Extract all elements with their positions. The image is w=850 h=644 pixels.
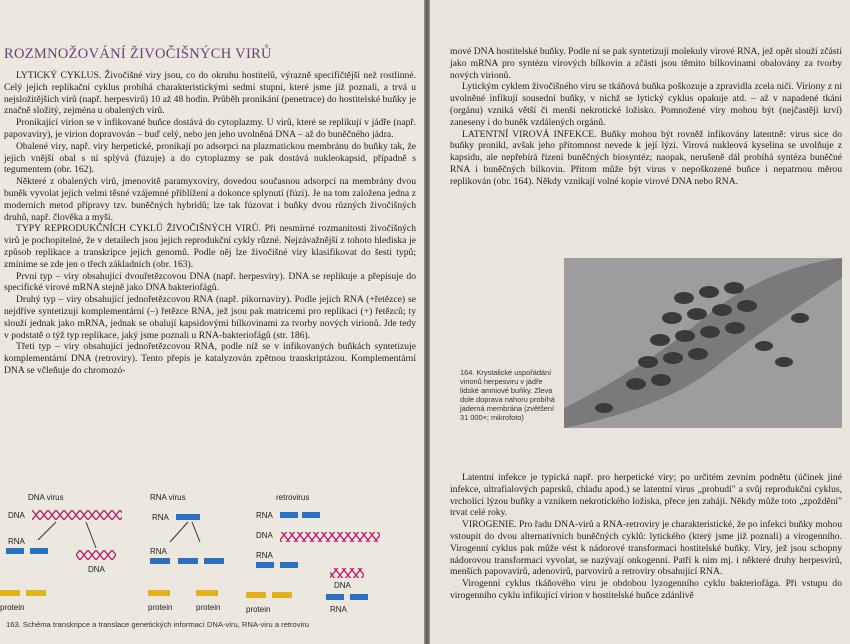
protein-bar-1a (0, 590, 20, 596)
rna-bar-2c (178, 558, 198, 564)
rna-label-1: RNA (8, 537, 25, 546)
rna-bar-2d (204, 558, 224, 564)
dna-label-3: DNA (256, 531, 273, 540)
paragraph-lytic-damage: Lytickým cyklem živočišného viru se tkáňová buňka poškozuje a zpravidla zcela ničí. Viriony z ní uvolněné infikují sousední buňky, v nichž se lytický cyklus opakuje atd. – až v napadené tkáni (orgánu) vzniká větší či menší nekrotické ložisko. Pomnožené viry mohou být (nejčastěji krví) zaneseny i do buněk vzdálených orgánů. (450, 81, 842, 128)
rna-label-3b: RNA (256, 551, 273, 560)
protein-bar-2b (196, 590, 218, 596)
rna-label-3: RNA (256, 511, 273, 520)
paragraph-virogenic-cycle: Virogenní cyklus tkáňového viru je obdobou lyzogenního cyklu bakteriofága. Při vstupu do virogenního cyklu infikující virion v hostitelské buňce zdánlivě (450, 578, 842, 601)
arrow-2 (86, 522, 96, 548)
paragraph-penetration: Pronikající virion se v infikované buňce dostává do cytoplazmy. U virů, které se replikují v jádře (např. papovaviry), je virion dopravován – buď celý, nebo jen jeho uvolněná DNA – až do buněčného jádra. (4, 117, 416, 140)
rna-bar-1a (6, 548, 24, 554)
paragraph-latent: LATENTNÍ VIROVÁ INFEKCE. Buňky mohou být rovněž infikovány latentně: virus sice do buňky pronikl, avšak jeho přítomnost nevede k její lýzi. Virová nukleová kyselina se uvolňuje z kapsidu, ale nepřebírá řízení buněčných biosyntéz; naopak, nerušeně dál probíhá syntéza buněčné RNA i buněčných bílkovin. Přitom může být virus v nepoškozené buňce i nepatrnou měrou replikován (obr. 164). Někdy vznikají volné kopie virové DNA nebo RNA. (450, 128, 842, 187)
rna-bar-3a (280, 512, 298, 518)
figure-163-caption: 163. Schéma transkripce a translace genetických informací DNA-viru, RNA-viru a retroviru (6, 620, 310, 629)
rna-label-2b: RNA (150, 547, 167, 556)
protein-bar-2a (148, 590, 170, 596)
dna-label-3b: DNA (334, 581, 351, 590)
right-page (430, 0, 850, 644)
right-top-text (450, 46, 842, 188)
col3-title: retrovirus (276, 493, 310, 502)
paragraph-virogeny: VIROGENIE. Pro řadu DNA-virů a RNA-retroviry je charakteristické, že po infekci buňky mohou vstoupit do dvou alternativních buněčných cyklů: lytického (který jsme již poznali) a virogenního. Virogenní cyklus pak může vést k nádorové transformaci hostitelské buňky. Viry, jež jsou schopny nádorovou transformaci vyvolat, se nazývají onkogenní. Patří k nim mj. i některé druhy herpesvirů, menších papovavirů, adenovirů, parvovirů a retroviry obsahující RNA. (450, 519, 842, 578)
arrow-4 (192, 522, 200, 542)
dna-helix-1b (76, 550, 116, 560)
rna-bar-3f (350, 594, 368, 600)
rna-bar-2b (150, 558, 170, 564)
protein-bar-3a (246, 592, 266, 598)
rna-bar-3e (326, 594, 344, 600)
rna-label-2: RNA (152, 513, 169, 522)
chapter-title: ROZMNOŽOVÁNÍ ŽIVOČIŠNÝCH VIRŮ (4, 46, 272, 62)
replication-diagram (0, 490, 424, 620)
rna-bar-3b (302, 512, 320, 518)
protein-bar-3b (272, 592, 292, 598)
arrow-3 (170, 522, 188, 542)
rna-bar-3d (280, 562, 298, 568)
protein-label-3: protein (246, 605, 271, 614)
protein-bar-1b (26, 590, 46, 596)
col2-title: RNA virus (150, 493, 186, 502)
right-bottom-text (450, 472, 842, 602)
paragraph-enveloped: Obalené viry, např. viry herpetické, pronikají po adsorpci na plazmatickou membránu do buňky tak, že jejich vnější obal s ní splývá (fúzuje) a do cytoplazmy se pak dostává nukleokapsid, případně s tegumentem (obr. 162). (4, 140, 416, 176)
dna-helix-3b (330, 568, 364, 578)
dna-label-1b: DNA (88, 565, 105, 574)
paragraph-latent-herpes: Latentní infekce je typická např. pro herpetické viry; po určitém zevním podnětu (účinek jiné infekce, ultrafialových paprsků, chladu apod.) se latentní virus „probudí" a svůj reprodukční cyklus, vrcholící lýzou buňky a vznikem nekrotického ložiska, přece jen zahájí. Někdy může toto „zpoždění" trvat celé roky. (450, 472, 842, 519)
paragraph-fusion: Některé z obalených virů, jmenovitě paramyxoviry, dovedou současnou adsorpcí na membrány dvou buněk vyvolat jejich velmi těsné vzájemné přiblížení a dokonce splynutí (fúzi). Je na tom založena jedna z moderních metod přípravy tzv. buněčných hybridů; lze tak fúzovat i buňky dvou různých živočišných druhů, např. člověka a myši. (4, 176, 416, 223)
paragraph-type1: První typ – viry obsahující dvouřetězcovou DNA (např. herpesviry). DNA se replikuje a přepisuje do specifické virové mRNA stejně jako DNA bakteriofágů. (4, 270, 416, 294)
left-page (0, 0, 424, 644)
arrow-1 (38, 522, 56, 540)
rna-bar-2a (176, 514, 200, 520)
protein-label-1: protein (0, 603, 25, 612)
paragraph-type3: Třetí typ – viry obsahující jednořetězcovou RNA, podle níž se v infikovaných buňkách syntetizuje komplementární DNA (retroviry). Tento přepis je katalyzován zpětnou transkriptázou. Komplementární DNA se včleňuje do chromozó- (4, 341, 416, 376)
paragraph-type2: Druhý typ – viry obsahující jednořetězcovou RNA (např. pikornaviry). Podle jejich RNA (+řetězce) se nejdříve syntetizují komplementární (–) řetězce RNA, jež jsou pak matricemi pro replikaci (+) řetězců; ty slouží jednak jako mRNA, jednak se obalují kapsidovými bílkovinami za tvorby nových virionů. Jde tedy v podstatě o týž typ replikace, jaký jsme poznali u RNA-bakteriofágů (str. 186). (4, 294, 416, 341)
dna-helix-3 (280, 532, 380, 542)
paragraph-continuation: mové DNA hostitelské buňky. Podle ní se pak syntetizují molekuly virové RNA, jež opět slouží zčásti jako mRNA pro syntézu virových bílkovin a zčásti jsou těmito bílkovinami obalovány za tvorby nových virionů. (450, 46, 842, 81)
protein-label-2b: protein (196, 603, 221, 612)
dna-helix-1 (32, 510, 122, 520)
protein-label-2: protein (148, 603, 173, 612)
dna-label-1: DNA (8, 511, 25, 520)
rna-label-3c: RNA (330, 605, 347, 614)
micrograph-figure (564, 258, 842, 428)
figure-164-caption: 164. Krystalické uspořádání virionů herpesviru v jádře lidské amniové buňky. Zleva dole doprava nahoru probíhá jaderná membrána (zvětšení 31 000×; mikrofoto) (460, 368, 555, 422)
col1-title: DNA virus (28, 493, 64, 502)
paragraph-types: TYPY REPRODUKČNÍCH CYKLŮ ŽIVOČIŠNÝCH VIRŮ. Při nesmírné rozmanitosti živočišných virů je pochopitelné, že v detailech jsou jejich reprodukční cykly různé. Nejzávažnější z tohoto hlediska je způsob replikace a transkripce jejich genomů. Podle něj lze živočišné viry klasifikovat do šesti typů; zmíníme se zde jen o třech základních (obr. 163). (4, 223, 416, 270)
left-text-block (4, 70, 416, 377)
paragraph-lytic: LYTICKÝ CYKLUS. Živočišné viry jsou, co do okruhu hostitelů, výrazně specifičtější než rostlinné. Celý jejich replikační cyklus probíhá charakteristickými sedmi stupni, které jsme již poznali, a trvá u nejsložitějších virů (např. herpesvirů) 10 až 48 hodin. Průběh pronikání (penetrace) do hostitelské buňky je značně složitý, zejména u obalených virů. (4, 70, 416, 117)
rna-bar-1b (30, 548, 48, 554)
rna-bar-3c (256, 562, 274, 568)
